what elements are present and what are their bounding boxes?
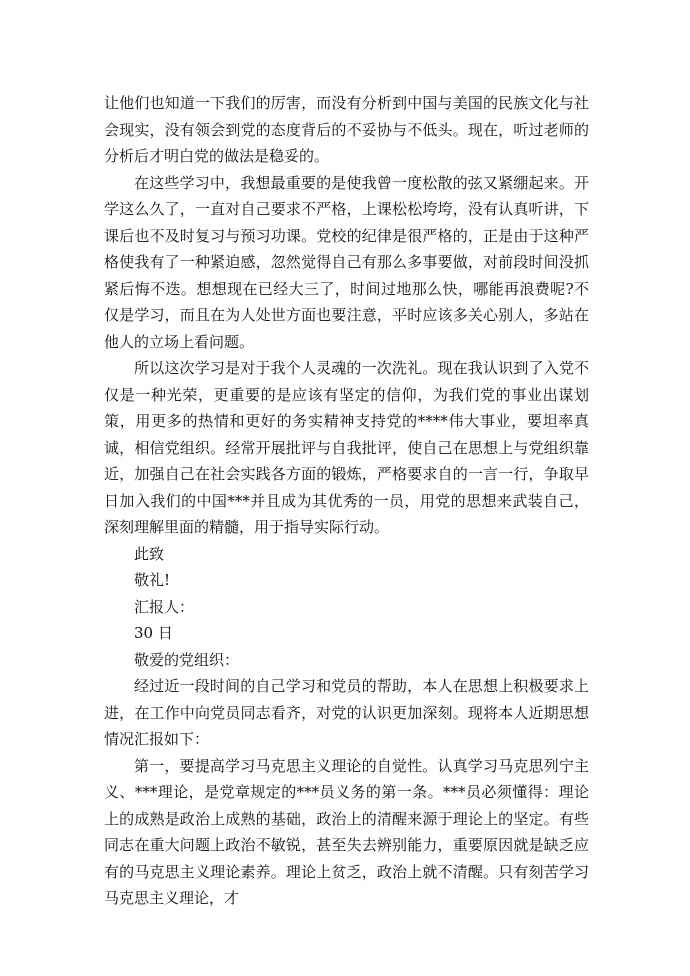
paragraph-study-reflection: 在这些学习中，我想最重要的是使我曾一度松散的弦又紧绷起来。开学这么久了，一直对自己要求不严格，上课松松垮垮，没有认真听讲，下课后也不及时复习与预习功课。党校的纪律是很严格的，正是由于这种严格使我有了一种紧迫感，忽然觉得自己有那么多事要做，对前段时间没抓紧后悔不迭。想想现在已经大三了，时间过地那么快，哪能再浪费呢?不仅是学习，而且在为人处世方面也要注意，平时应该多关心别人，多站在他人的立场上看问题。	[104, 173, 589, 351]
closing-respect: 敬礼!	[134, 571, 171, 589]
closing-reporter: 汇报人：	[134, 597, 195, 616]
letter-greeting: 敬爱的党组织：	[134, 650, 240, 669]
document-body	[104, 90, 589, 912]
closing-date: 30 日	[134, 624, 173, 642]
paragraph-continuation: 让他们也知道一下我们的厉害，而没有分析到中国与美国的民族文化与社会现实，没有领会到党的态度背后的不妥协与不低头。现在，听过老师的分析后才明白党的做法是稳妥的。	[104, 94, 589, 165]
paragraph-baptism: 所以这次学习是对于我个人灵魂的一次洗礼。现在我认识到了入党不仅是一种光荣，更重要的是应该有坚定的信仰，为我们党的事业出谋划策，用更多的热情和更好的务实精神支持党的****伟大事业，要坦率真诚，相信党组织。经常开展批评与自我批评，使自己在思想上与党组织靠近，加强自己在社会实践各方面的锻炼，严格要求自的一言一行，争取早日加入我们的中国***并且成为其优秀的一员，用党的思想来武装自己，深刻理解里面的精髓，用于指导实际行动。	[104, 359, 589, 536]
closing-salutation: 此致	[134, 544, 165, 563]
paragraph-first-point: 第一，要提高学习马克思主义理论的自觉性。认真学习马克思列宁主义、***理论，是党章规定的***员义务的第一条。***员必须懂得：理论上的成熟是政治上成熟的基础，政治上的清醒来源于理论上的坚定。有些同志在重大问题上政治不敏锐，甚至失去辨别能力，重要原因就是缺乏应有的马克思主义理论素养。理论上贫乏，政治上就不清醒。只有刻苦学习马克思主义理论，才	[104, 756, 589, 907]
paragraph-report-intro: 经过近一段时间的自己学习和党员的帮助，本人在思想上积极要求上进，在工作中向党员同志看齐，对党的认识更加深刻。现将本人近期思想情况汇报如下：	[104, 677, 589, 748]
